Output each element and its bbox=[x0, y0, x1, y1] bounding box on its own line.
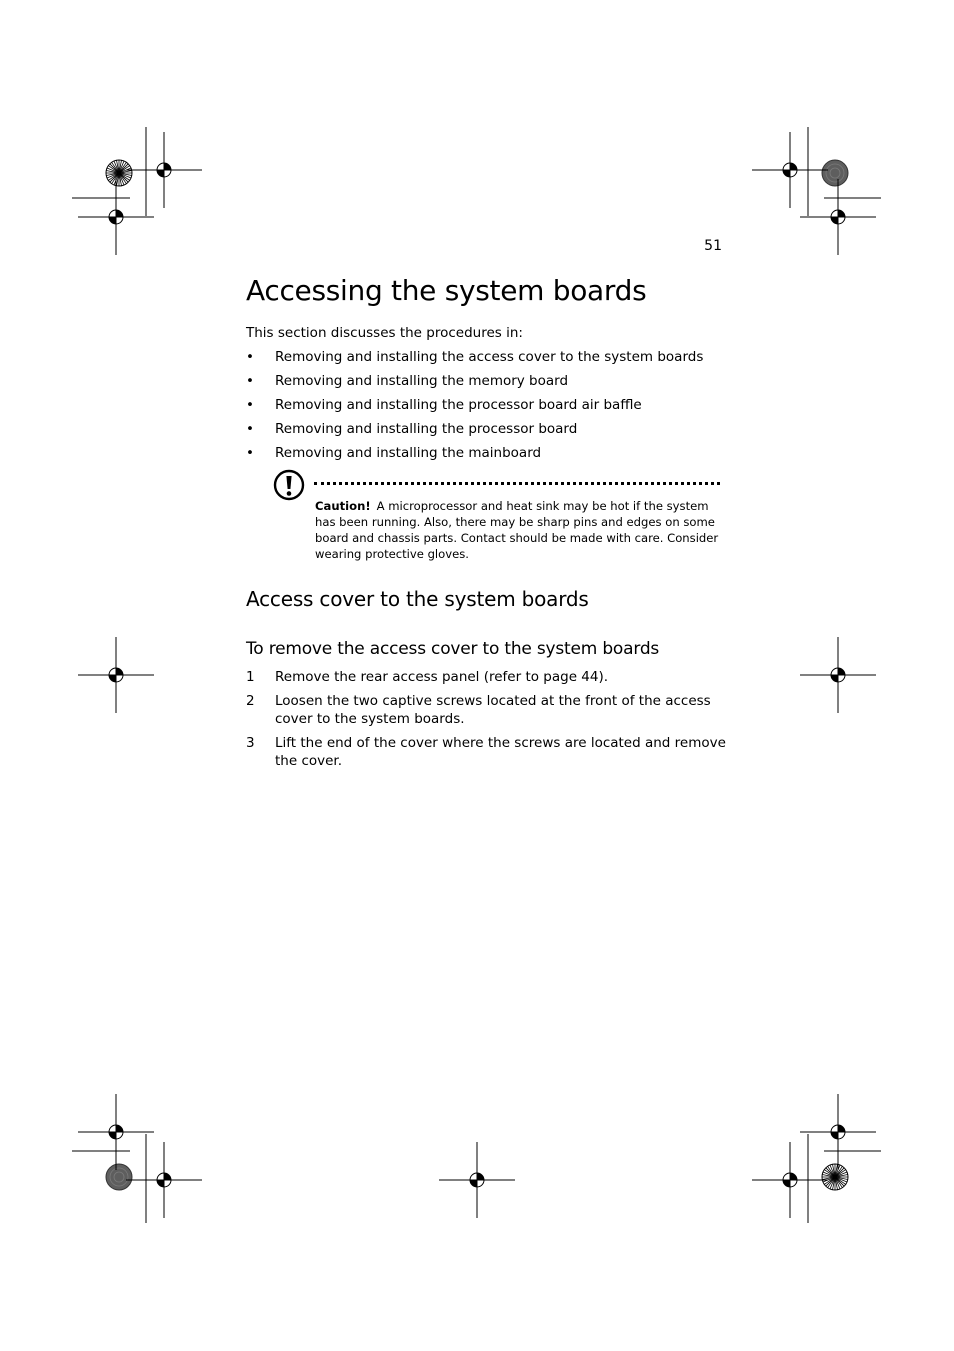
step-item bbox=[246, 668, 726, 686]
step-number: 2 bbox=[246, 693, 255, 709]
bullet-symbol: • bbox=[246, 397, 254, 413]
color-calibration-disc bbox=[822, 160, 848, 186]
color-calibration-starburst bbox=[822, 1164, 848, 1190]
procedure-list bbox=[246, 349, 726, 469]
color-calibration-starburst bbox=[106, 160, 132, 186]
registration-mark-icon bbox=[78, 637, 154, 713]
registration-mark-icon bbox=[800, 179, 876, 255]
steps-list bbox=[246, 668, 726, 776]
step-text: Lift the end of the cover where the screws are located and remove the cover. bbox=[275, 735, 726, 769]
step-item bbox=[246, 692, 726, 728]
registration-mark-icon bbox=[800, 637, 876, 713]
registration-mark-icon bbox=[78, 1094, 154, 1170]
list-item bbox=[246, 373, 726, 397]
list-item-text: Removing and installing the processor board air baffle bbox=[275, 397, 642, 413]
caution-label: Caution! bbox=[315, 499, 371, 513]
bullet-symbol: • bbox=[246, 421, 254, 437]
step-text: Remove the rear access panel (refer to page 44). bbox=[275, 669, 609, 685]
registration-mark-icon bbox=[752, 132, 828, 208]
caution-note bbox=[315, 498, 720, 562]
bullet-symbol: • bbox=[246, 349, 254, 365]
registration-mark-icon bbox=[126, 1142, 202, 1218]
list-item-text: Removing and installing the mainboard bbox=[275, 445, 542, 461]
page-number: 51 bbox=[704, 238, 722, 254]
exclamation-circle-icon bbox=[273, 469, 305, 501]
caution-body: A microprocessor and heat sink may be hot if the system has been running. Also, there may be sharp pins and edges on some board and chassis parts. Contact should be made with care. Consider wearing protective gloves. bbox=[315, 499, 719, 561]
list-item-text: Removing and installing the processor board bbox=[275, 421, 578, 437]
registration-mark-icon bbox=[439, 1142, 515, 1218]
caution-divider bbox=[314, 482, 720, 485]
registration-mark-icon bbox=[800, 1094, 876, 1170]
section-heading: Access cover to the system boards bbox=[246, 587, 589, 611]
list-item bbox=[246, 397, 726, 421]
step-number: 3 bbox=[246, 735, 255, 751]
registration-mark-icon bbox=[752, 1142, 828, 1218]
list-item bbox=[246, 349, 726, 373]
registration-mark-icon bbox=[78, 179, 154, 255]
step-number: 1 bbox=[246, 669, 255, 685]
page-title: Accessing the system boards bbox=[246, 274, 647, 307]
list-item bbox=[246, 445, 726, 469]
list-item-text: Removing and installing the access cover to the system boards bbox=[275, 349, 704, 365]
color-calibration-disc bbox=[106, 1164, 132, 1190]
step-text: Loosen the two captive screws located at the front of the access cover to the system boards. bbox=[275, 693, 711, 727]
list-item bbox=[246, 421, 726, 445]
list-item-text: Removing and installing the memory board bbox=[275, 373, 569, 389]
subsection-heading: To remove the access cover to the system boards bbox=[246, 639, 660, 659]
bullet-symbol: • bbox=[246, 445, 254, 461]
intro-text: This section discusses the procedures in: bbox=[246, 325, 523, 341]
bullet-symbol: • bbox=[246, 373, 254, 389]
registration-mark-icon bbox=[126, 132, 202, 208]
step-item bbox=[246, 734, 726, 770]
